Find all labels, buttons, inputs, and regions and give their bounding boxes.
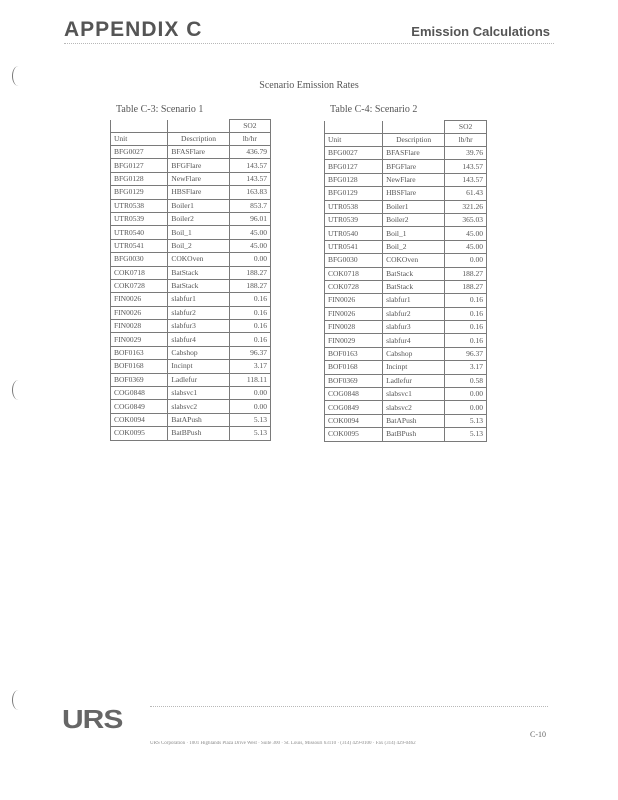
description-cell: slabfur1 [168,293,229,306]
table-row [111,293,271,306]
table-row [111,320,271,333]
description-cell: BatAPush [383,414,445,427]
unit-cell: FIN0026 [111,306,168,319]
table-row [325,240,487,253]
emission-rate-cell: 5.13 [445,428,487,441]
units-header: lb/hr [445,134,487,147]
description-cell: HBSFlare [383,187,445,200]
emission-rate-cell: 321.26 [445,200,487,213]
table-row [325,280,487,293]
unit-cell: FIN0029 [325,334,383,347]
emission-rate-cell: 0.16 [445,294,487,307]
emission-rate-cell: 0.16 [445,321,487,334]
emission-rate-cell: 45.00 [229,239,270,252]
description-header: Description [168,133,229,146]
scenario1-table-body [111,146,271,441]
table-row [111,212,271,225]
unit-cell: BFG0127 [111,159,168,172]
description-cell: BatAPush [168,413,229,426]
description-cell: BatStack [168,266,229,279]
unit-cell: BOF0369 [325,374,383,387]
unit-cell: BFG0127 [325,160,383,173]
unit-cell: BFG0128 [111,172,168,185]
table-row [111,279,271,292]
emission-rate-cell: 0.00 [445,254,487,267]
emission-rate-cell: 45.00 [445,227,487,240]
unit-cell: BFG0129 [111,186,168,199]
scenario1-table [110,119,271,441]
emission-rate-cell: 5.13 [229,427,270,440]
emission-rate-cell: 188.27 [229,266,270,279]
unit-cell: COG0849 [111,400,168,413]
emission-rate-cell: 143.57 [229,159,270,172]
table-row [325,361,487,374]
page-title: Scenario Emission Rates [259,80,359,91]
unit-cell: COG0848 [325,388,383,401]
unit-cell: BFG0027 [325,147,383,160]
table-row [111,226,271,239]
description-cell: BatBPush [383,428,445,441]
unit-header: Unit [111,133,168,146]
emission-rate-cell: 0.16 [445,334,487,347]
description-cell: Cabshop [383,347,445,360]
table2-caption: Table C-4: Scenario 2 [330,104,418,115]
emission-rate-cell: 96.37 [229,346,270,359]
description-cell: Ladlefur [383,374,445,387]
table-row [111,346,271,359]
unit-cell: BOF0163 [325,347,383,360]
pollutant-header: SO2 [229,120,270,133]
table-row [325,388,487,401]
description-cell: Cabshop [168,346,229,359]
emission-rate-cell: 365.03 [445,213,487,226]
unit-cell: FIN0026 [325,307,383,320]
binder-hole-mark [12,690,25,710]
emission-rate-cell: 188.27 [445,267,487,280]
table-row [111,360,271,373]
table-row [325,321,487,334]
description-cell: Boiler2 [168,212,229,225]
description-cell: Boil_1 [168,226,229,239]
description-cell: slabfur1 [383,294,445,307]
description-cell: HBSFlare [168,186,229,199]
table-row [325,227,487,240]
unit-cell: FIN0028 [111,320,168,333]
table-row [325,213,487,226]
emission-rate-cell: 3.17 [445,361,487,374]
table-row [325,347,487,360]
emission-rate-cell: 96.37 [445,347,487,360]
emission-rate-cell: 0.58 [445,374,487,387]
emission-rate-cell: 0.00 [445,401,487,414]
emission-rate-cell: 0.00 [445,388,487,401]
unit-cell: COK0095 [325,428,383,441]
emission-rate-cell: 5.13 [229,413,270,426]
footer-address: URS Corporation · 1001 Highlands Plaza Drive West · Suite 300 · St. Louis, Missouri 63110 · (314) 429-0100 · Fax (314) 429-0462 [150,741,416,746]
unit-cell: COK0718 [325,267,383,280]
unit-cell: COG0848 [111,387,168,400]
table-row [111,387,271,400]
table-row [325,374,487,387]
emission-rate-cell: 0.16 [229,320,270,333]
emission-rate-cell: 5.13 [445,414,487,427]
emission-rate-cell: 853.7 [229,199,270,212]
emission-rate-cell: 188.27 [445,280,487,293]
table-row [325,428,487,441]
unit-cell: UTR0538 [325,200,383,213]
unit-cell: COK0094 [325,414,383,427]
table-row [325,307,487,320]
table-row [111,400,271,413]
emission-rate-cell: 39.76 [445,147,487,160]
emission-rate-cell: 0.16 [229,293,270,306]
unit-cell: COG0849 [325,401,383,414]
description-cell: slabsvc2 [168,400,229,413]
emission-rate-cell: 0.16 [229,333,270,346]
table-row [325,147,487,160]
description-cell: BatStack [168,279,229,292]
description-cell: slabsvc1 [383,388,445,401]
emission-rate-cell: 143.57 [445,160,487,173]
unit-cell: FIN0026 [325,294,383,307]
table-row [325,267,487,280]
unit-cell: UTR0540 [111,226,168,239]
appendix-label: APPENDIX C [64,18,203,41]
table-row [111,306,271,319]
description-cell: COKOven [168,253,229,266]
unit-cell: UTR0540 [325,227,383,240]
header-rule [64,43,554,44]
emission-rate-cell: 96.01 [229,212,270,225]
table-row [325,187,487,200]
binder-hole-mark [12,380,25,400]
emission-rate-cell: 143.57 [445,173,487,186]
description-cell: Boil_1 [383,227,445,240]
scenario2-table [324,120,487,442]
description-cell: Incinpt [168,360,229,373]
unit-cell: UTR0539 [325,213,383,226]
description-cell: BatBPush [168,427,229,440]
description-cell: NewFlare [168,172,229,185]
unit-cell: FIN0029 [111,333,168,346]
description-cell: slabfur4 [383,334,445,347]
emission-rate-cell: 0.00 [229,253,270,266]
unit-cell: UTR0541 [111,239,168,252]
unit-cell: BFG0027 [111,146,168,159]
description-cell: slabfur3 [168,320,229,333]
unit-cell: COK0728 [325,280,383,293]
table-row [325,200,487,213]
description-cell: BFASFlare [383,147,445,160]
table-row [111,427,271,440]
emission-rate-cell: 436.79 [229,146,270,159]
table-row [111,199,271,212]
urs-logo: URS [62,706,123,735]
table-row [111,253,271,266]
unit-cell: COK0095 [111,427,168,440]
emission-rate-cell: 0.00 [229,400,270,413]
emission-rate-cell: 143.57 [229,172,270,185]
table-row [325,173,487,186]
unit-cell: BFG0030 [325,254,383,267]
description-cell: BFGFlare [383,160,445,173]
table-row [325,334,487,347]
unit-cell: COK0094 [111,413,168,426]
description-cell: Ladlefur [168,373,229,386]
description-cell: COKOven [383,254,445,267]
table-row [111,186,271,199]
scenario2-table-body [325,147,487,442]
description-cell: Boiler2 [383,213,445,226]
unit-cell: BFG0129 [325,187,383,200]
page-number: C-10 [530,730,546,739]
description-cell: BatStack [383,280,445,293]
footer-rule [150,706,548,707]
description-cell: slabfur2 [383,307,445,320]
description-cell: Boil_2 [168,239,229,252]
emission-rate-cell: 0.16 [445,307,487,320]
description-cell: BFASFlare [168,146,229,159]
unit-cell: UTR0539 [111,212,168,225]
unit-cell: BFG0030 [111,253,168,266]
unit-cell: BOF0369 [111,373,168,386]
emission-rate-cell: 45.00 [229,226,270,239]
pollutant-header: SO2 [445,121,487,134]
table-row [325,414,487,427]
description-cell: Boiler1 [168,199,229,212]
unit-header: Unit [325,134,383,147]
description-cell: Boiler1 [383,200,445,213]
unit-cell: BOF0168 [325,361,383,374]
unit-cell: FIN0028 [325,321,383,334]
table-row [111,413,271,426]
description-cell: slabfur3 [383,321,445,334]
table-row [111,159,271,172]
unit-cell: BOF0168 [111,360,168,373]
description-cell: slabfur2 [168,306,229,319]
description-cell: slabfur4 [168,333,229,346]
description-cell: slabsvc2 [383,401,445,414]
description-cell: Boil_2 [383,240,445,253]
emission-rate-cell: 163.83 [229,186,270,199]
unit-cell: COK0728 [111,279,168,292]
table-row [325,160,487,173]
table-row [325,254,487,267]
table-row [111,266,271,279]
description-cell: Incinpt [383,361,445,374]
section-label: Emission Calculations [411,24,550,39]
unit-cell: FIN0026 [111,293,168,306]
emission-rate-cell: 118.11 [229,373,270,386]
description-cell: slabsvc1 [168,387,229,400]
description-cell: BFGFlare [168,159,229,172]
description-header: Description [383,134,445,147]
table-row [325,294,487,307]
table-row [111,373,271,386]
table-row [325,401,487,414]
emission-rate-cell: 61.43 [445,187,487,200]
table1-caption: Table C-3: Scenario 1 [116,104,204,115]
table-row [111,146,271,159]
unit-cell: UTR0538 [111,199,168,212]
description-cell: BatStack [383,267,445,280]
units-header: lb/hr [229,133,270,146]
emission-rate-cell: 188.27 [229,279,270,292]
emission-rate-cell: 0.16 [229,306,270,319]
emission-rate-cell: 3.17 [229,360,270,373]
table-row [111,172,271,185]
emission-rate-cell: 45.00 [445,240,487,253]
description-cell: NewFlare [383,173,445,186]
unit-cell: COK0718 [111,266,168,279]
unit-cell: UTR0541 [325,240,383,253]
table-row [111,333,271,346]
unit-cell: BFG0128 [325,173,383,186]
table-row [111,239,271,252]
unit-cell: BOF0163 [111,346,168,359]
emission-rate-cell: 0.00 [229,387,270,400]
